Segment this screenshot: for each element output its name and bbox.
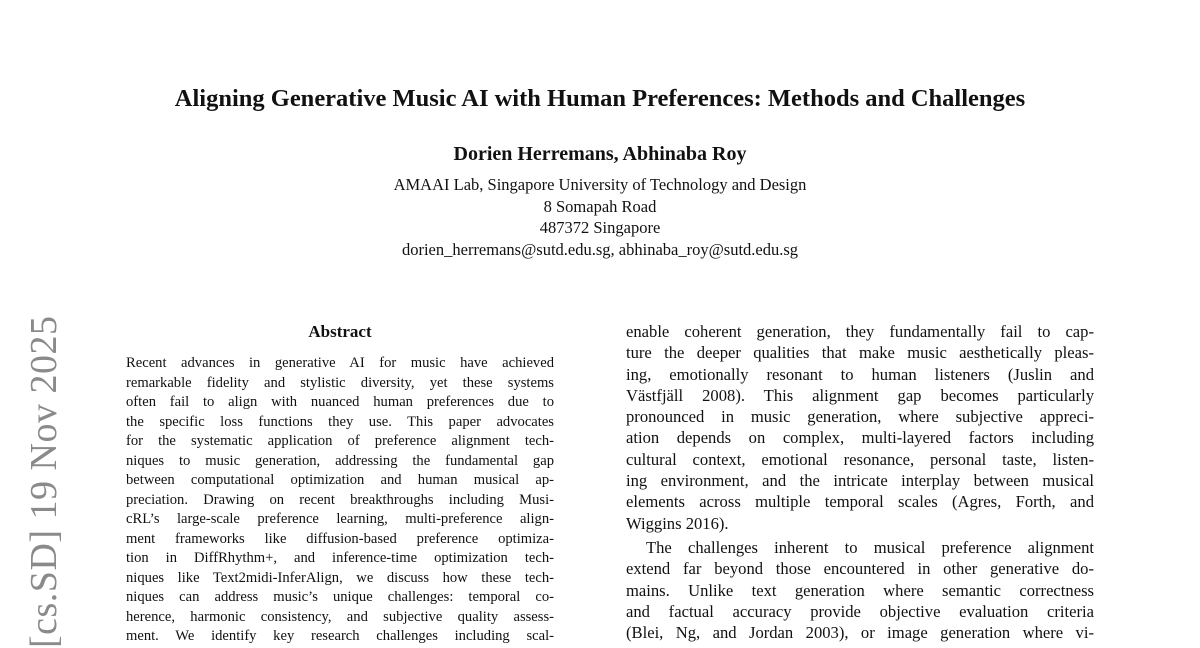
body-line: ing environment, and the intricate interplay between musical bbox=[626, 471, 1094, 491]
abstract-line: herence, harmonic consistency, and subjective quality assess- bbox=[126, 608, 554, 625]
body-paragraph-1 bbox=[626, 321, 1094, 534]
body-line: enable coherent generation, they fundamentally fail to cap- bbox=[626, 322, 1094, 341]
body-line: The challenges inherent to musical preference alignment bbox=[646, 537, 1094, 557]
abstract-line: for the systematic application of preference alignment tech- bbox=[126, 433, 554, 449]
body-line: mains. Unlike text generation where semantic correctness bbox=[626, 580, 1094, 600]
affiliation-street: 8 Somapah Road bbox=[543, 196, 657, 216]
abstract-line: the specific loss functions they use. This paper advocates bbox=[126, 413, 554, 430]
abstract-body bbox=[126, 354, 554, 647]
body-line: extend far beyond those encountered in other generative do- bbox=[626, 559, 1094, 579]
abstract-line: niques to music generation, addressing the fundamental gap bbox=[126, 452, 554, 469]
body-line: ture the deeper qualities that make music aesthetically pleas- bbox=[626, 343, 1094, 363]
body-paragraph-2 bbox=[626, 537, 1094, 643]
abstract-heading: Abstract bbox=[308, 322, 372, 341]
abstract-line: cRL’s large-scale preference learning, multi-preference align- bbox=[126, 511, 554, 527]
abstract-line: between computational optimization and human musical ap- bbox=[126, 472, 554, 488]
paper-title: Aligning Generative Music AI with Human Preferences: Methods and Challenges bbox=[174, 85, 1026, 112]
body-line: Wiggins 2016). bbox=[626, 513, 729, 533]
body-line: (Blei, Ng, and Jordan 2003), or image generation where vi- bbox=[626, 623, 1094, 643]
body-right-column bbox=[626, 321, 1094, 643]
abstract-line: tion in DiffRhythm+, and inference-time optimization tech- bbox=[126, 550, 554, 566]
abstract-line: ment frameworks like diffusion-based preference optimiza- bbox=[126, 530, 554, 547]
author-affiliation bbox=[0, 174, 1200, 260]
affiliation-emails: dorien_herremans@sutd.edu.sg, abhinaba_roy@sutd.edu.sg bbox=[401, 239, 799, 259]
body-line: ing, emotionally resonant to human listeners (Juslin and bbox=[626, 364, 1094, 384]
abstract-line: niques can address music’s unique challenges: temporal co- bbox=[126, 589, 554, 605]
abstract-line: Recent advances in generative AI for music have achieved bbox=[126, 355, 554, 371]
affiliation-lab: AMAAI Lab, Singapore University of Technology and Design bbox=[393, 175, 807, 194]
body-line: Västfjäll 2008). This alignment gap becomes particularly bbox=[626, 385, 1094, 405]
paper-authors: Dorien Herremans, Abhinaba Roy bbox=[453, 143, 747, 165]
body-line: elements across multiple temporal scales (Agres, Forth, and bbox=[626, 492, 1094, 512]
abstract-line: remarkable fidelity and stylistic diversity, yet these systems bbox=[126, 374, 554, 391]
body-line: ation depends on complex, multi-layered factors including bbox=[626, 428, 1094, 448]
abstract-line: niques like Text2midi-InferAlign, we discuss how these tech- bbox=[126, 569, 554, 586]
affiliation-city: 487372 Singapore bbox=[539, 218, 661, 237]
arxiv-identifier-stamp: [cs.SD] 19 Nov 2025 bbox=[23, 315, 65, 648]
body-line: and factual accuracy provide objective evaluation criteria bbox=[626, 601, 1094, 621]
body-line: pronounced in music generation, where subjective appreci- bbox=[626, 407, 1094, 427]
abstract-line: preciation. Drawing on recent breakthroughs including Musi- bbox=[126, 491, 554, 508]
abstract-line: often fail to align with nuanced human preferences due to bbox=[126, 394, 554, 410]
body-line: cultural context, emotional resonance, personal taste, listen- bbox=[626, 449, 1094, 469]
abstract-line: ment. We identify key research challenges including scal- bbox=[126, 628, 554, 644]
